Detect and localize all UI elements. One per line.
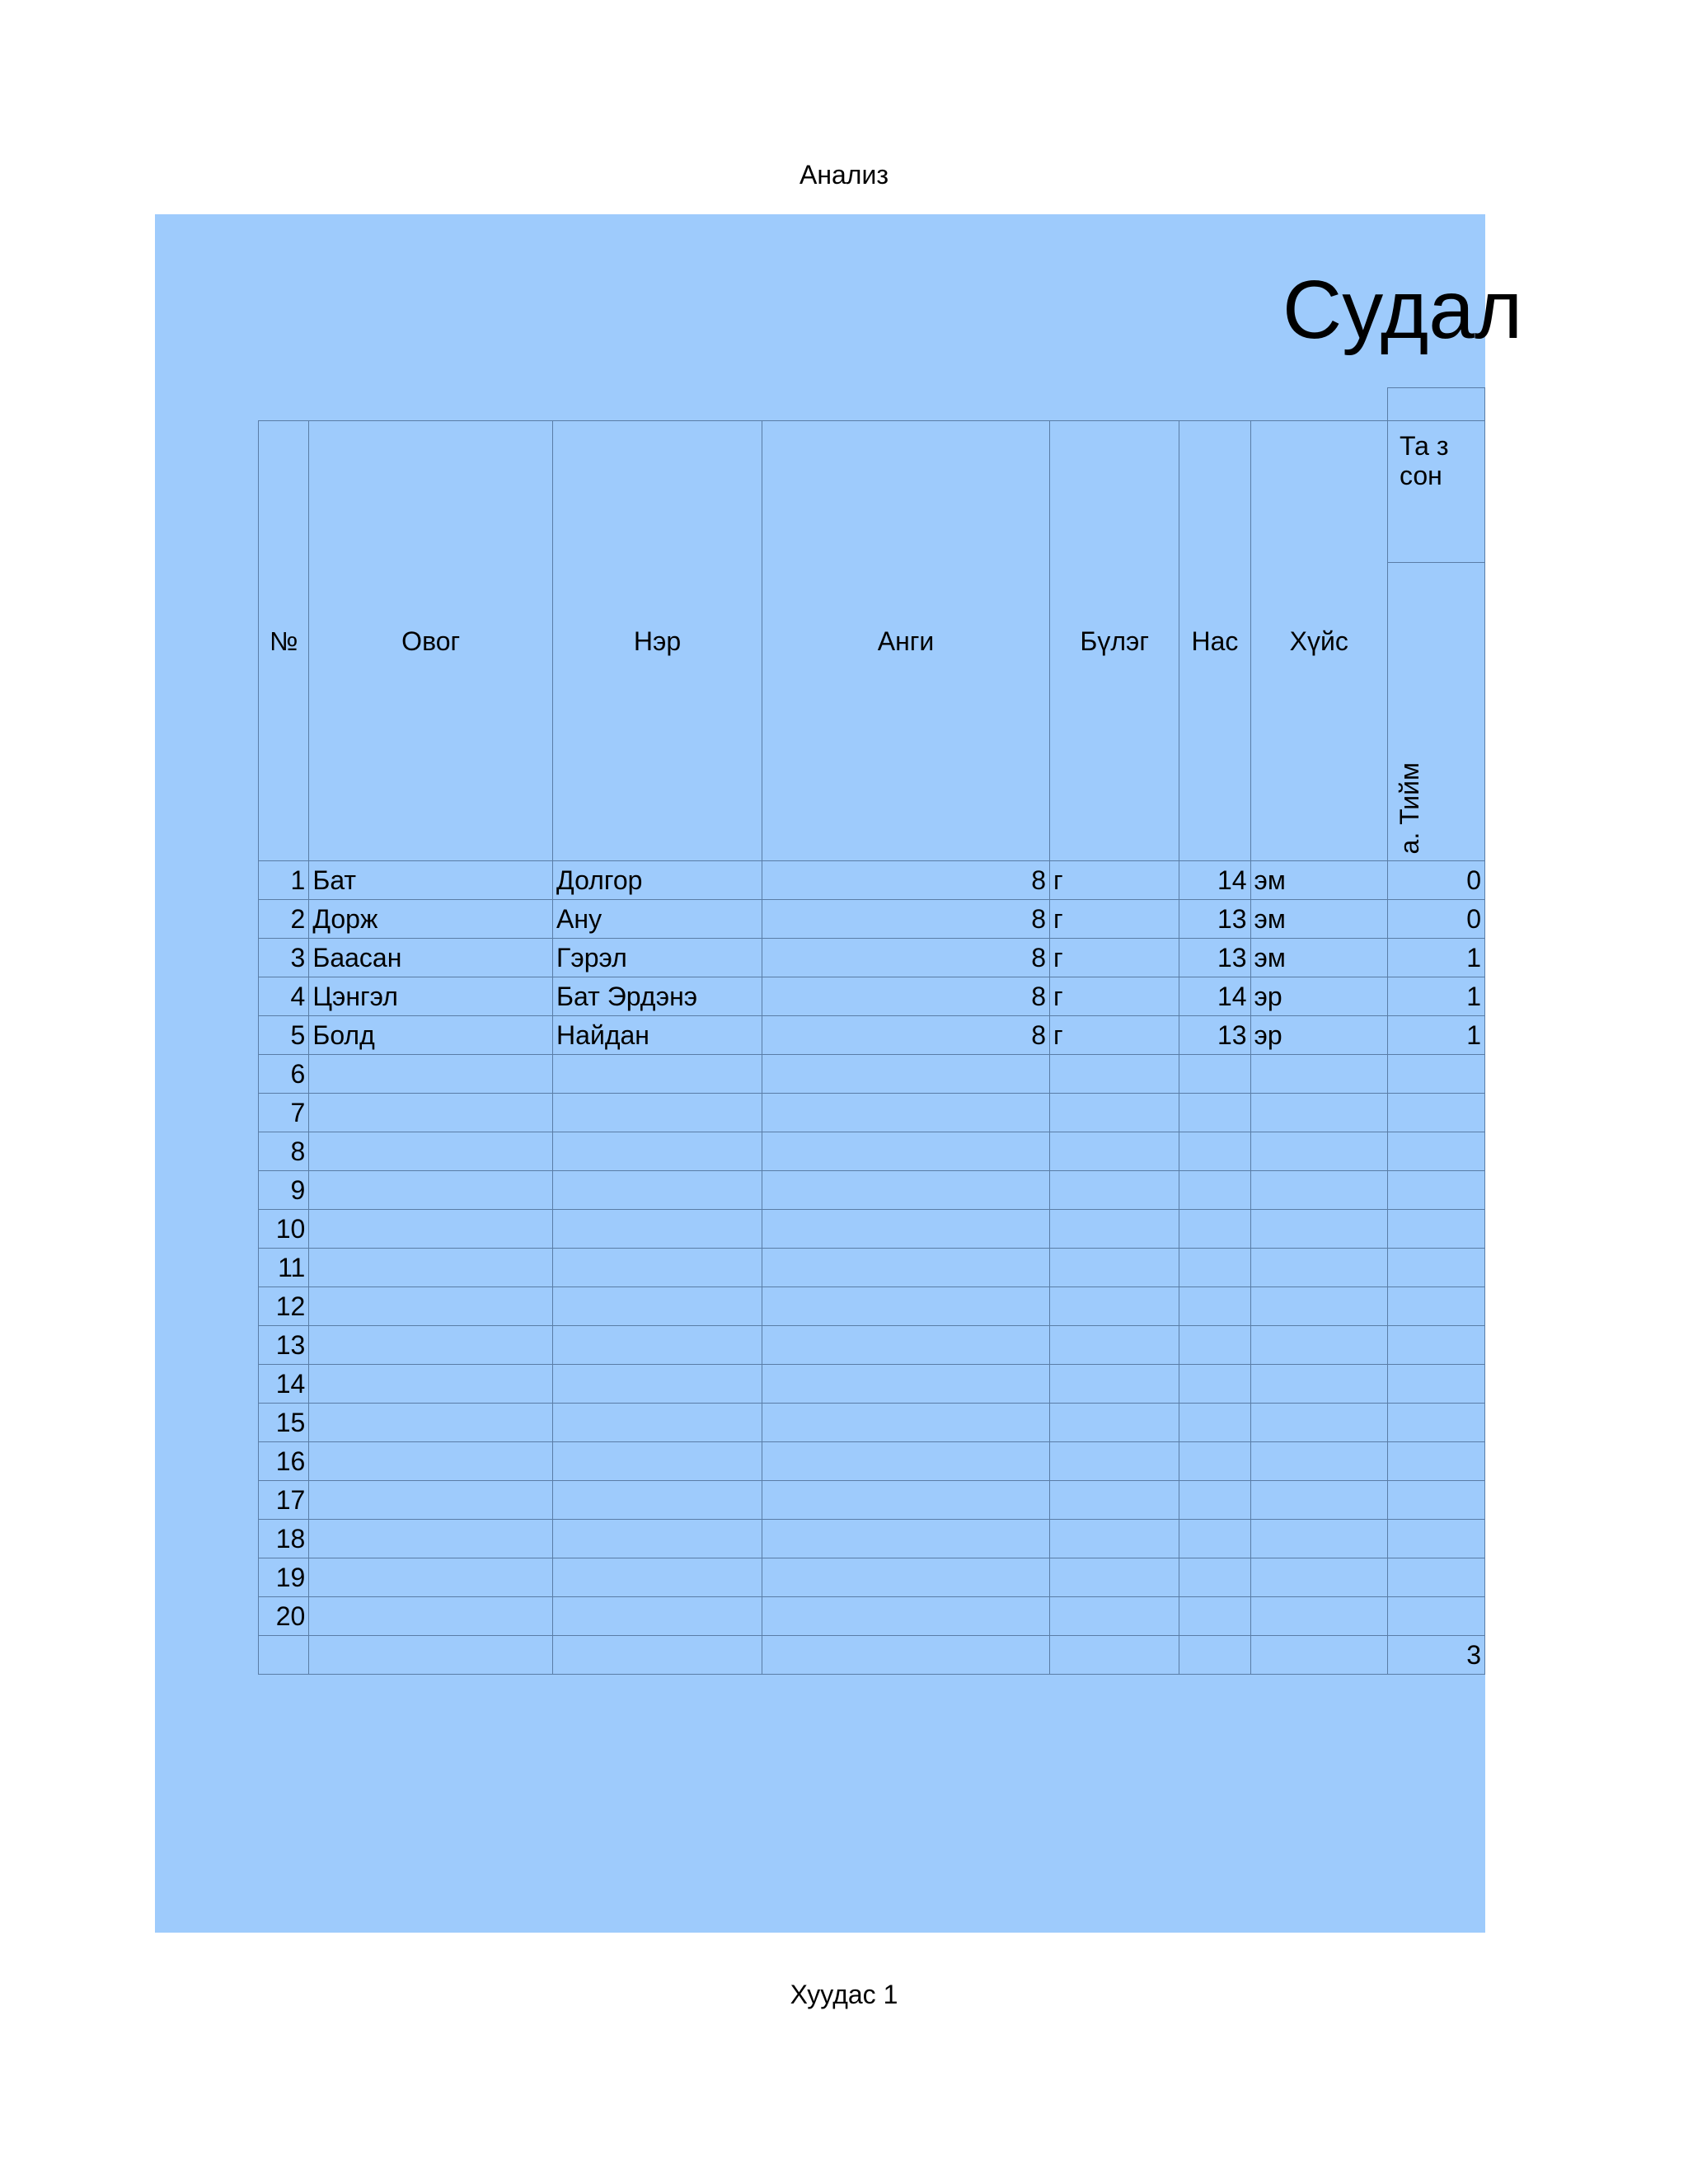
cell-option-a[interactable] — [1388, 1055, 1485, 1094]
total-cell-empty[interactable] — [259, 1636, 309, 1675]
row-number[interactable]: 12 — [259, 1287, 309, 1326]
cell-firstname[interactable] — [553, 1055, 762, 1094]
row-number[interactable]: 7 — [259, 1094, 309, 1132]
cell-gender[interactable] — [1250, 1171, 1387, 1210]
cell-lastname[interactable] — [309, 1404, 553, 1442]
cell-age[interactable] — [1179, 1442, 1250, 1481]
cell-firstname[interactable] — [553, 1132, 762, 1171]
cell-gender[interactable] — [1250, 1442, 1387, 1481]
row-number[interactable]: 1 — [259, 861, 309, 900]
question-top-cell[interactable] — [1388, 388, 1485, 421]
question-header[interactable] — [1388, 421, 1485, 563]
total-cell-empty[interactable] — [553, 1636, 762, 1675]
cell-gender[interactable] — [1250, 1597, 1387, 1636]
cell-age[interactable] — [1179, 1365, 1250, 1404]
survey-table — [258, 387, 1485, 1675]
cell-grade[interactable]: 8 — [762, 861, 1050, 900]
row-number[interactable]: 19 — [259, 1558, 309, 1597]
cell-lastname[interactable] — [309, 1520, 553, 1558]
cell-gender[interactable]: эр — [1250, 1016, 1387, 1055]
cell-age[interactable] — [1179, 1132, 1250, 1171]
cell-option-a[interactable] — [1388, 1558, 1485, 1597]
cell-group[interactable]: г — [1050, 861, 1179, 900]
cell-firstname[interactable] — [553, 1365, 762, 1404]
cell-grade[interactable]: 8 — [762, 977, 1050, 1016]
total-cell-empty[interactable] — [1050, 1636, 1179, 1675]
row-number[interactable]: 16 — [259, 1442, 309, 1481]
cell-age[interactable]: 13 — [1179, 1016, 1250, 1055]
question-text-line: сон — [1400, 461, 1442, 490]
cell-lastname[interactable] — [309, 1365, 553, 1404]
row-number[interactable]: 4 — [259, 977, 309, 1016]
row-number[interactable]: 11 — [259, 1249, 309, 1287]
cell-firstname[interactable]: Ану — [553, 900, 762, 939]
cell-gender[interactable] — [1250, 1249, 1387, 1287]
cell-group[interactable]: г — [1050, 1016, 1179, 1055]
table-row — [259, 1520, 1485, 1558]
cell-grade[interactable] — [762, 1094, 1050, 1132]
cell-grade[interactable]: 8 — [762, 1016, 1050, 1055]
row-number[interactable]: 5 — [259, 1016, 309, 1055]
spreadsheet-area — [155, 214, 1523, 1933]
cell-gender[interactable] — [1250, 1558, 1387, 1597]
row-number[interactable]: 18 — [259, 1520, 309, 1558]
cell-age[interactable] — [1179, 1520, 1250, 1558]
table-row — [259, 1132, 1485, 1171]
table-row — [259, 861, 1485, 900]
cell-age[interactable] — [1179, 1094, 1250, 1132]
cell-group[interactable]: г — [1050, 977, 1179, 1016]
cell-lastname[interactable]: Дорж — [309, 900, 553, 939]
row-number[interactable]: 14 — [259, 1365, 309, 1404]
row-number[interactable]: 6 — [259, 1055, 309, 1094]
row-number[interactable]: 15 — [259, 1404, 309, 1442]
cell-group[interactable] — [1050, 1558, 1179, 1597]
cell-option-a[interactable] — [1388, 1597, 1485, 1636]
row-number[interactable]: 2 — [259, 900, 309, 939]
cell-lastname[interactable] — [309, 1326, 553, 1365]
cell-grade[interactable] — [762, 1481, 1050, 1520]
cell-firstname[interactable]: Гэрэл — [553, 939, 762, 977]
cell-grade[interactable] — [762, 1287, 1050, 1326]
cell-option-a[interactable] — [1388, 1132, 1485, 1171]
cell-gender[interactable]: эм — [1250, 861, 1387, 900]
table-row — [259, 1287, 1485, 1326]
table-row — [259, 1404, 1485, 1442]
cell-age[interactable] — [1179, 1287, 1250, 1326]
cell-age[interactable] — [1179, 1249, 1250, 1287]
total-cell-empty[interactable] — [309, 1636, 553, 1675]
cell-grade[interactable]: 8 — [762, 939, 1050, 977]
col-header-age[interactable]: Нас — [1179, 421, 1250, 861]
cell-firstname[interactable] — [553, 1520, 762, 1558]
table-row — [259, 1210, 1485, 1249]
col-header-group[interactable]: Бүлэг — [1050, 421, 1179, 861]
col-header-lastname[interactable]: Овог — [309, 421, 553, 861]
cell-grade[interactable] — [762, 1210, 1050, 1249]
cell-lastname[interactable] — [309, 1171, 553, 1210]
cell-grade[interactable] — [762, 1597, 1050, 1636]
cell-group[interactable] — [1050, 1210, 1179, 1249]
option-a-header[interactable] — [1388, 563, 1485, 861]
cell-age[interactable]: 13 — [1179, 900, 1250, 939]
cell-firstname[interactable] — [553, 1287, 762, 1326]
total-option-a[interactable]: 3 — [1388, 1636, 1485, 1675]
cell-gender[interactable] — [1250, 1481, 1387, 1520]
cell-grade[interactable] — [762, 1520, 1050, 1558]
cell-option-a[interactable] — [1388, 1481, 1485, 1520]
cell-lastname[interactable] — [309, 1210, 553, 1249]
cell-lastname[interactable] — [309, 1481, 553, 1520]
total-cell-empty[interactable] — [762, 1636, 1050, 1675]
cell-group[interactable] — [1050, 1249, 1179, 1287]
cell-grade[interactable]: 8 — [762, 900, 1050, 939]
cell-lastname[interactable] — [309, 1132, 553, 1171]
cell-option-a[interactable] — [1388, 1287, 1485, 1326]
cell-age[interactable] — [1179, 1481, 1250, 1520]
cell-option-a[interactable] — [1388, 1326, 1485, 1365]
row-number[interactable]: 3 — [259, 939, 309, 977]
cell-firstname[interactable] — [553, 1558, 762, 1597]
cell-group[interactable] — [1050, 1404, 1179, 1442]
cell-group[interactable] — [1050, 1597, 1179, 1636]
cell-option-a[interactable] — [1388, 1365, 1485, 1404]
cell-option-a[interactable]: 1 — [1388, 977, 1485, 1016]
header-row — [259, 421, 1485, 563]
cell-lastname[interactable] — [309, 1094, 553, 1132]
page-footer: Хуудас 1 — [790, 1980, 898, 2009]
col-header-number[interactable]: № — [259, 421, 309, 861]
row-number[interactable]: 10 — [259, 1210, 309, 1249]
cell-option-a[interactable]: 0 — [1388, 900, 1485, 939]
cell-group[interactable] — [1050, 1132, 1179, 1171]
cell-age[interactable] — [1179, 1326, 1250, 1365]
cell-group[interactable] — [1050, 1520, 1179, 1558]
cell-grade[interactable] — [762, 1326, 1050, 1365]
cell-lastname[interactable]: Болд — [309, 1016, 553, 1055]
cell-grade[interactable] — [762, 1404, 1050, 1442]
cell-group[interactable] — [1050, 1481, 1179, 1520]
cell-group[interactable] — [1050, 1171, 1179, 1210]
cell-lastname[interactable] — [309, 1442, 553, 1481]
cell-group[interactable] — [1050, 1287, 1179, 1326]
cell-age[interactable]: 14 — [1179, 861, 1250, 900]
cell-group[interactable]: г — [1050, 900, 1179, 939]
cell-group[interactable] — [1050, 1442, 1179, 1481]
cell-age[interactable]: 13 — [1179, 939, 1250, 977]
cell-lastname[interactable] — [309, 1055, 553, 1094]
cell-option-a[interactable] — [1388, 1520, 1485, 1558]
cell-option-a[interactable] — [1388, 1094, 1485, 1132]
cell-lastname[interactable]: Бат — [309, 861, 553, 900]
cell-gender[interactable]: эр — [1250, 977, 1387, 1016]
cell-firstname[interactable] — [553, 1326, 762, 1365]
cell-grade[interactable] — [762, 1055, 1050, 1094]
table-row — [259, 1055, 1485, 1094]
table-row — [259, 1249, 1485, 1287]
cell-gender[interactable] — [1250, 1326, 1387, 1365]
cell-lastname[interactable] — [309, 1597, 553, 1636]
cell-firstname[interactable] — [553, 1481, 762, 1520]
sheet-title: Судал — [1282, 264, 1523, 356]
cell-grade[interactable] — [762, 1132, 1050, 1171]
cell-firstname[interactable] — [553, 1171, 762, 1210]
cell-gender[interactable] — [1250, 1520, 1387, 1558]
cell-gender[interactable] — [1250, 1365, 1387, 1404]
cell-grade[interactable] — [762, 1171, 1050, 1210]
cell-age[interactable] — [1179, 1210, 1250, 1249]
cell-firstname[interactable]: Долгор — [553, 861, 762, 900]
col-header-gender[interactable]: Хүйс — [1250, 421, 1387, 861]
row-number[interactable]: 13 — [259, 1326, 309, 1365]
cell-age[interactable] — [1179, 1055, 1250, 1094]
table-row — [259, 1171, 1485, 1210]
col-header-grade[interactable]: Анги — [762, 421, 1050, 861]
cell-gender[interactable] — [1250, 1210, 1387, 1249]
cell-firstname[interactable] — [553, 1442, 762, 1481]
table-row — [259, 1442, 1485, 1481]
col-header-firstname[interactable]: Нэр — [553, 421, 762, 861]
table-row — [259, 1016, 1485, 1055]
cell-gender[interactable] — [1250, 1404, 1387, 1442]
cell-lastname[interactable] — [309, 1558, 553, 1597]
table-row — [259, 900, 1485, 939]
table-row — [259, 1326, 1485, 1365]
cell-firstname[interactable] — [553, 1249, 762, 1287]
cell-age[interactable] — [1179, 1558, 1250, 1597]
table-row — [259, 1481, 1485, 1520]
table-row — [259, 1597, 1485, 1636]
page-header: Анализ — [799, 160, 889, 190]
cell-gender[interactable] — [1250, 1094, 1387, 1132]
cell-firstname[interactable] — [553, 1094, 762, 1132]
cell-group[interactable] — [1050, 1326, 1179, 1365]
cell-gender[interactable] — [1250, 1055, 1387, 1094]
cell-lastname[interactable]: Баасан — [309, 939, 553, 977]
cell-option-a[interactable] — [1388, 1171, 1485, 1210]
header-top-row — [259, 388, 1485, 421]
cell-grade[interactable] — [762, 1249, 1050, 1287]
cell-gender[interactable] — [1250, 1132, 1387, 1171]
row-number[interactable]: 17 — [259, 1481, 309, 1520]
row-number[interactable]: 9 — [259, 1171, 309, 1210]
cell-option-a[interactable]: 0 — [1388, 861, 1485, 900]
cell-age[interactable] — [1179, 1597, 1250, 1636]
cell-firstname[interactable] — [553, 1210, 762, 1249]
cell-group[interactable]: г — [1050, 939, 1179, 977]
cell-firstname[interactable]: Бат Эрдэнэ — [553, 977, 762, 1016]
row-number[interactable]: 20 — [259, 1597, 309, 1636]
table-row — [259, 1365, 1485, 1404]
cell-group[interactable] — [1050, 1094, 1179, 1132]
table-row — [259, 1558, 1485, 1597]
cell-lastname[interactable] — [309, 1287, 553, 1326]
cell-grade[interactable] — [762, 1442, 1050, 1481]
question-text-line: Та з — [1400, 431, 1449, 461]
row-number[interactable]: 8 — [259, 1132, 309, 1171]
table-row — [259, 977, 1485, 1016]
cell-grade[interactable] — [762, 1558, 1050, 1597]
cell-gender[interactable] — [1250, 1287, 1387, 1326]
cell-group[interactable] — [1050, 1055, 1179, 1094]
cell-option-a[interactable]: 1 — [1388, 1016, 1485, 1055]
cell-age[interactable] — [1179, 1171, 1250, 1210]
cell-age[interactable] — [1179, 1404, 1250, 1442]
cell-firstname[interactable] — [553, 1404, 762, 1442]
cell-option-a[interactable] — [1388, 1210, 1485, 1249]
cell-gender[interactable]: эм — [1250, 900, 1387, 939]
totals-row — [259, 1636, 1485, 1675]
total-cell-empty[interactable] — [1179, 1636, 1250, 1675]
cell-lastname[interactable] — [309, 1249, 553, 1287]
cell-lastname[interactable]: Цэнгэл — [309, 977, 553, 1016]
table-row — [259, 939, 1485, 977]
cell-grade[interactable] — [762, 1365, 1050, 1404]
cell-option-a[interactable] — [1388, 1249, 1485, 1287]
cell-option-a[interactable] — [1388, 1404, 1485, 1442]
cell-firstname[interactable] — [553, 1597, 762, 1636]
cell-option-a[interactable] — [1388, 1442, 1485, 1481]
cell-firstname[interactable]: Найдан — [553, 1016, 762, 1055]
table-row — [259, 1094, 1485, 1132]
cell-age[interactable]: 14 — [1179, 977, 1250, 1016]
total-cell-empty[interactable] — [1250, 1636, 1387, 1675]
option-a-label: а. Тийм — [1395, 762, 1425, 854]
cell-option-a[interactable]: 1 — [1388, 939, 1485, 977]
cell-group[interactable] — [1050, 1365, 1179, 1404]
cell-gender[interactable]: эм — [1250, 939, 1387, 977]
